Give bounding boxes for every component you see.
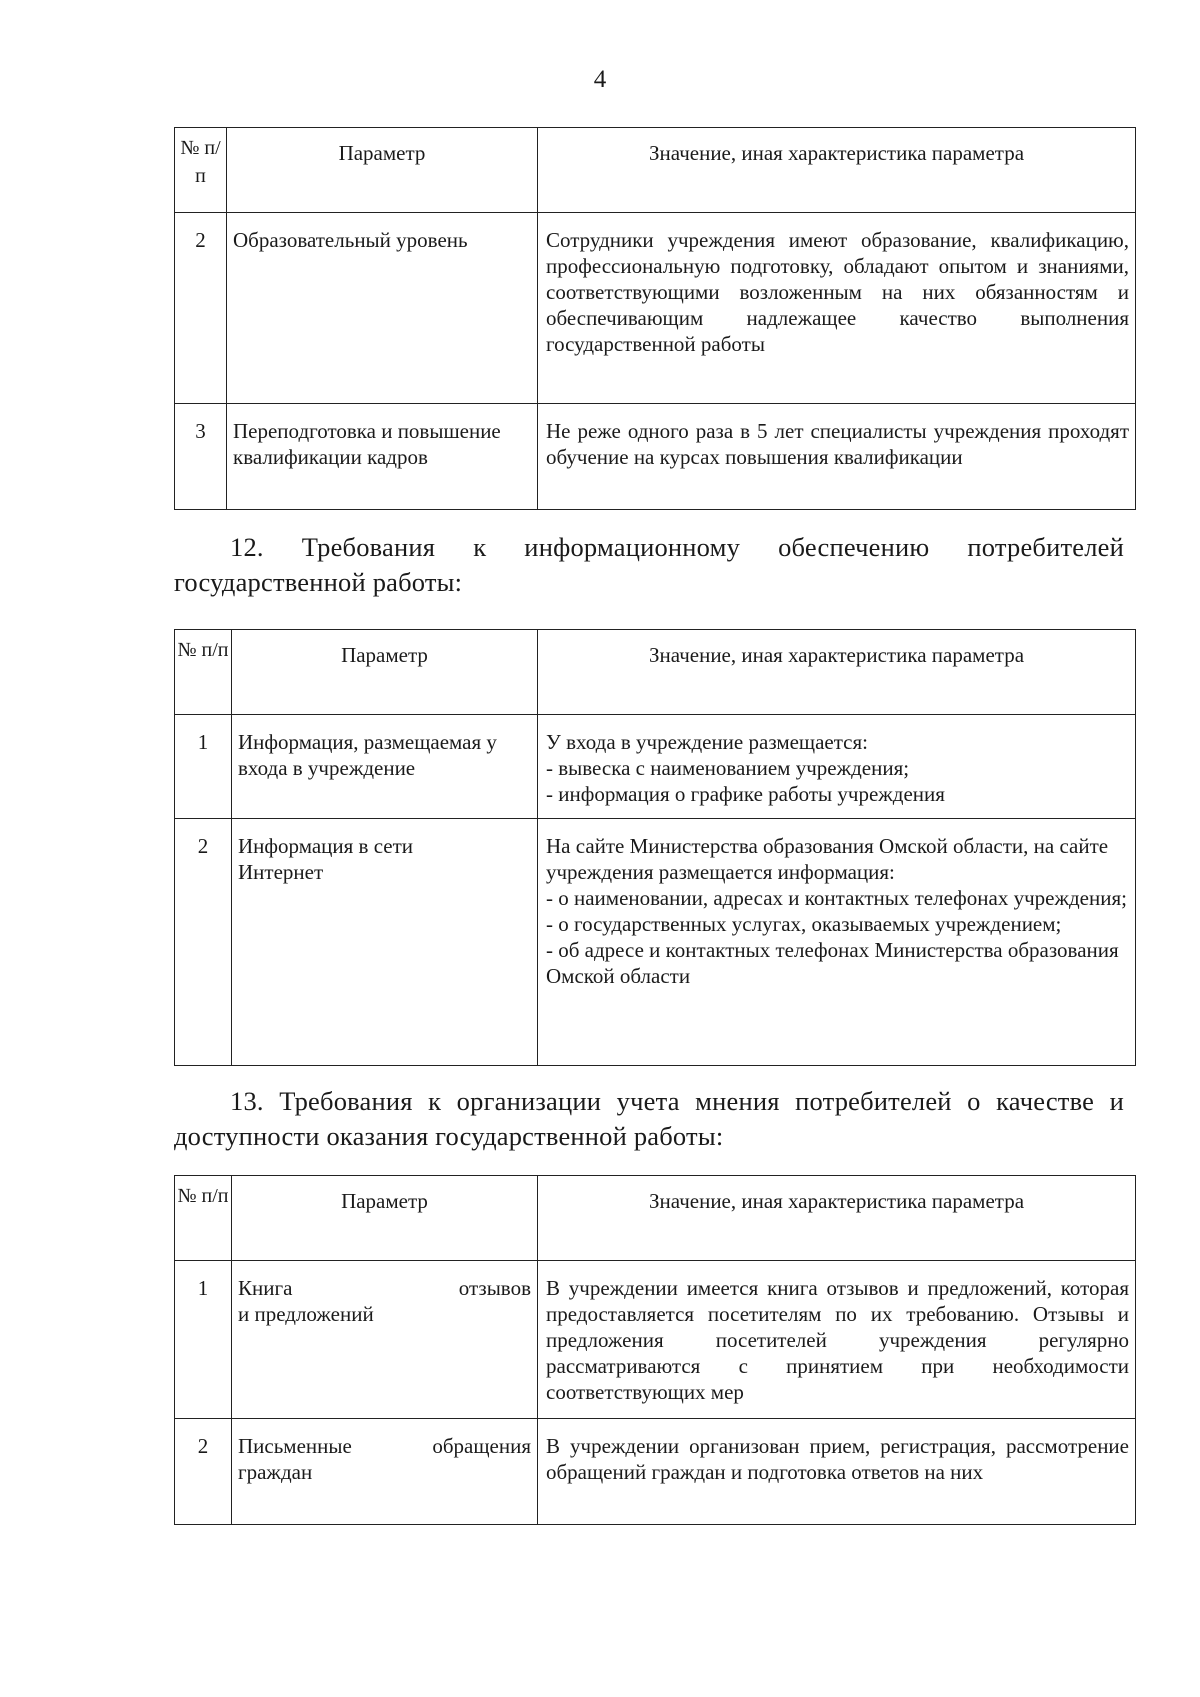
row-num: 3	[175, 404, 227, 510]
header-num: № п/п	[175, 1176, 232, 1261]
table-row	[175, 213, 1136, 404]
row-num: 2	[175, 819, 232, 1066]
header-value: Значение, иная характеристика параметра	[538, 1176, 1136, 1261]
param-word: отзывов	[458, 1276, 531, 1300]
table-row	[175, 715, 1136, 819]
row-value: В учреждении имеется книга отзывов и предложений, которая предоставляется посетителям по их требованию. Отзывы и предложения посетителей учреждения регулярно рассматриваются с принятием при необходимости соответствующих мер	[538, 1261, 1136, 1419]
header-param: Параметр	[227, 128, 538, 213]
header-param: Параметр	[232, 1176, 538, 1261]
header-num: № п/п	[175, 630, 232, 715]
staff-requirements-table	[174, 127, 1136, 510]
row-num: 2	[175, 1419, 232, 1525]
value-line: - информация о графике работы учреждения	[546, 782, 945, 806]
header-param: Параметр	[232, 630, 538, 715]
row-num: 1	[175, 715, 232, 819]
row-param	[232, 1261, 538, 1419]
table-row	[175, 404, 1136, 510]
header-value: Значение, иная характеристика параметра	[538, 630, 1136, 715]
row-param	[232, 1419, 538, 1525]
table-header-row	[175, 630, 1136, 715]
param-word: Письменные	[238, 1434, 352, 1458]
table-header-row	[175, 128, 1136, 213]
value-line: - об адресе и контактных телефонах Министерства образования Омской области	[546, 938, 1119, 988]
param-first-line	[238, 1275, 531, 1301]
value-line: - о наименовании, адресах и контактных телефонах учреждения;	[546, 886, 1127, 910]
param-word: обращения	[432, 1434, 531, 1458]
feedback-table	[174, 1175, 1136, 1525]
table-header-row	[175, 1176, 1136, 1261]
param-word: Книга	[238, 1276, 293, 1300]
header-num: № п/п	[175, 128, 227, 213]
row-param: Информация, размещаемая у входа в учреждение	[232, 715, 538, 819]
row-param: Переподготовка и повышение квалификации кадров	[227, 404, 538, 510]
row-num: 2	[175, 213, 227, 404]
param-first-line	[238, 1433, 531, 1459]
header-value: Значение, иная характеристика параметра	[538, 128, 1136, 213]
row-param: Образовательный уровень	[227, 213, 538, 404]
page-number: 4	[593, 66, 607, 93]
value-line: На сайте Министерства образования Омской области, на сайте учреждения размещается информация:	[546, 834, 1109, 884]
section-12-heading: 12. Требования к информационному обеспечению потребителей государственной работы:	[174, 532, 1124, 597]
table-row	[175, 819, 1136, 1066]
value-line: - вывеска с наименованием учреждения;	[546, 756, 910, 780]
row-value: В учреждении организован прием, регистрация, рассмотрение обращений граждан и подготовка ответов на них	[538, 1419, 1136, 1525]
row-value: Сотрудники учреждения имеют образование, квалификацию, профессиональную подготовку, обладают опытом и знаниями, соответствующими возложенным на них обязанностям и обеспечивающим надлежащее качество выполнения государственной работы	[538, 213, 1136, 404]
table-row	[175, 1419, 1136, 1525]
row-value	[538, 819, 1136, 1066]
table-row	[175, 1261, 1136, 1419]
section-13-heading: 13. Требования к организации учета мнения потребителей о качестве и доступности оказания государственной работы:	[174, 1086, 1124, 1151]
row-value	[538, 715, 1136, 819]
value-line: - о государственных услугах, оказываемых учреждением;	[546, 912, 1062, 936]
row-param: Информация в сети Интернет	[232, 819, 538, 1066]
row-num: 1	[175, 1261, 232, 1419]
param-rest: и предложений	[238, 1302, 374, 1326]
value-line: У входа в учреждение размещается:	[546, 730, 868, 754]
row-value: Не реже одного раза в 5 лет специалисты учреждения проходят обучение на курсах повышения квалификации	[538, 404, 1136, 510]
param-rest: граждан	[238, 1460, 313, 1484]
information-table	[174, 629, 1136, 1066]
